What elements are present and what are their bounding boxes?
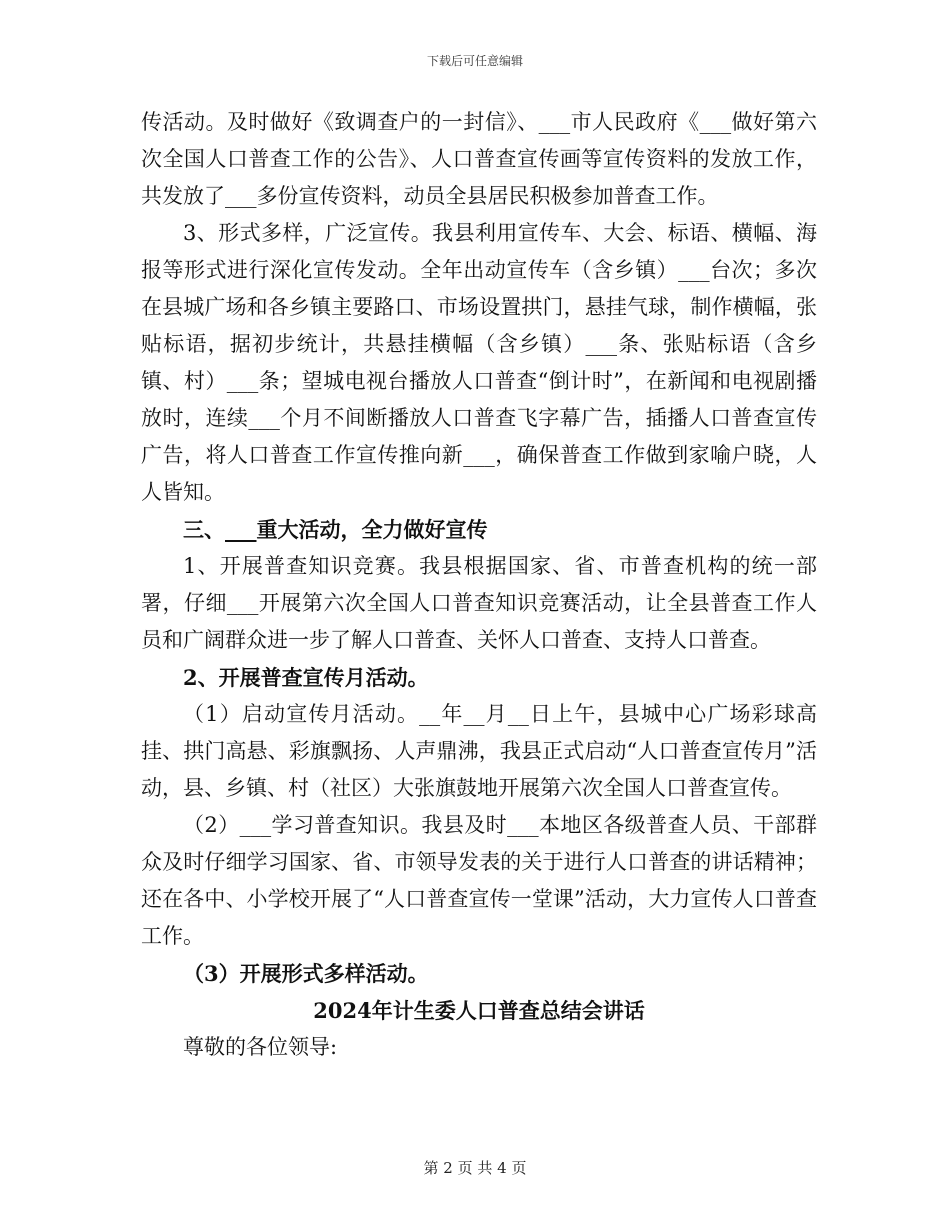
paragraph-item-3: 3、形式多样，广泛宣传。我县利用宣传车、大会、标语、横幅、海报等形式进行深化宣传发动。全年出动宣传车（含乡镇）___台次；多次在县城广场和各乡镇主要路口、市场设置拱门，悬挂气球，制作横幅，张贴标语，据初步统计，共悬挂横幅（含乡镇）___条、张贴标语（含乡镇、村）___条；望城电视台播放人口普查“倒计时”，在新闻和电视剧播放时，连续___个月不间断播放人口普查飞字幕广告，插播人口普查宣传广告，将人口普查工作宣传推向新___，确保普查工作做到家喻户晓，人人皆知。 (141, 221, 817, 504)
document-body (141, 104, 817, 1066)
paragraph-knowledge-contest: 1、开展普查知识竞赛。我县根据国家、省、市普查机构的统一部署，仔细___开展第六次全国人口普查知识竞赛活动，让全县普查工作人员和广阔群众进一步了解人口普查、关怀人口普查、支持人口普查。 (141, 554, 817, 652)
subheading-publicity-month: 2、开展普查宣传月活动。 (183, 665, 429, 690)
paragraph-study-knowledge: （2）___学习普查知识。我县及时___本地区各级普查人员、干部群众及时仔细学习国家、省、市领导发表的关于进行人口普查的讲话精神；还在各中、小学校开展了“人口普查宣传一堂课”活动，大力宣传人口普查工作。 (141, 813, 817, 948)
section-heading-3: 三、___重大活动，全力做好宣传 (183, 517, 488, 542)
page-header: 下载后可任意编辑 (426, 54, 523, 68)
paragraph-launch-month: （1）启动宣传月活动。__年__月__日上午，县城中心广场彩球高挂、拱门高悬、彩旗飘扬、人声鼎沸，我县正式启动“人口普查宣传月”活动，县、乡镇、村（社区）大张旗鼓地开展第六次全国人口普查宣传。 (141, 702, 817, 800)
paragraph-continuation: 传活动。及时做好《致调查户的一封信》、___市人民政府《___做好第六次全国人口普查工作的公告》、人口普查宣传画等宣传资料的发放工作，共发放了___多份宣传资料，动员全县居民积极参加普查工作。 (141, 110, 817, 208)
salutation: 尊敬的各位领导: (183, 1035, 338, 1059)
document-title: 2024年计生委人口普查总结会讲话 (313, 998, 645, 1023)
subheading-various-activities: （3）开展形式多样活动。 (183, 961, 429, 986)
page-footer: 第 2 页 共 4 页 (423, 1159, 527, 1177)
